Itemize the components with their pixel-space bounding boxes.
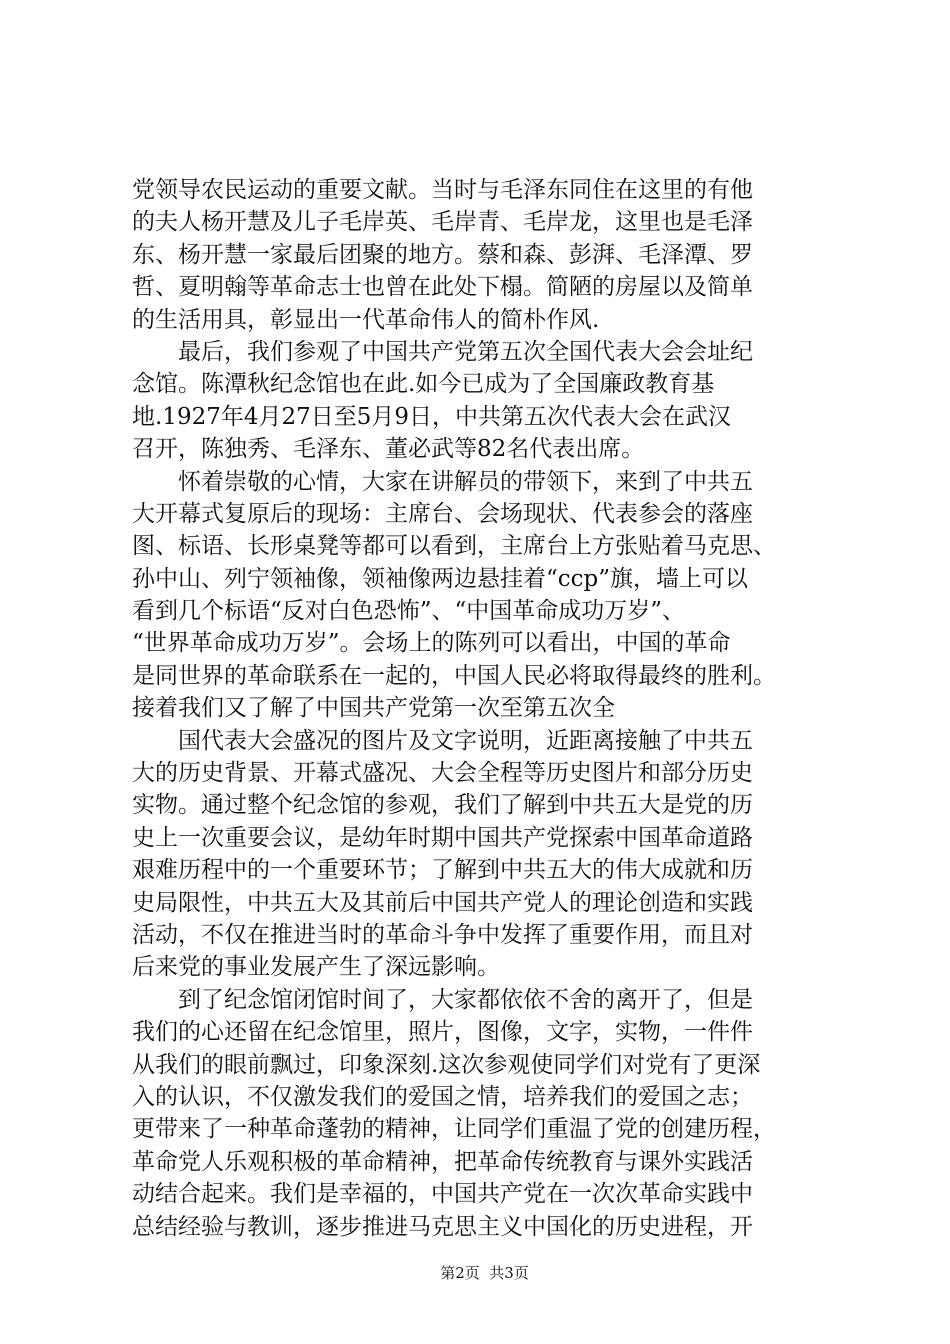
text-line: 看到几个标语“反对白色恐怖”、“中国革命成功万岁”、 <box>132 598 686 625</box>
text-line: 召开，陈独秀、毛泽东、董必武等82名代表出席。 <box>132 436 645 463</box>
text-line: 艰难历程中的一个重要环节；了解到中共五大的伟大成就和历 <box>132 857 753 884</box>
text-line: 我们的心还留在纪念馆里，照片，图像，文字，实物，一件件 <box>132 1019 753 1046</box>
text-line: 东、杨开慧一家最后团聚的地方。蔡和森、彭湃、毛泽潭、罗 <box>132 241 753 268</box>
text-line: 实物。通过整个纪念馆的参观，我们了解到中共五大是党的历 <box>132 792 753 819</box>
text-line: 地.1927年4月27日至5月9日，中共第五次代表大会在武汉 <box>132 403 732 430</box>
text-line: 最后，我们参观了中国共产党第五次全国代表大会会址纪 <box>132 338 753 365</box>
text-line: 入的认识，不仅激发我们的爱国之情，培养我们的爱国之志； <box>132 1083 753 1110</box>
body-text <box>132 174 832 1243</box>
text-line: 接着我们又了解了中国共产党第一次至第五次全 <box>132 695 615 722</box>
text-line: 孙中山、列宁领袖像，领袖像两边悬挂着“ccp”旗，墙上可以 <box>132 565 749 592</box>
text-line: 革命党人乐观积极的革命精神，把革命传统教育与课外实践活 <box>132 1148 753 1175</box>
text-line: 图、标语、长形桌凳等都可以看到，主席台上方张贴着马克思、 <box>132 533 776 560</box>
text-line: 的生活用具，彰显出一代革命伟人的简朴作风. <box>132 306 600 333</box>
text-line: 史上一次重要会议，是幼年时期中国共产党探索中国革命道路 <box>132 824 753 851</box>
text-line: 到了纪念馆闭馆时间了，大家都依依不舍的离开了，但是 <box>132 986 753 1013</box>
text-line: 后来党的事业发展产生了深远影响。 <box>132 954 500 981</box>
text-line: 动结合起来。我们是幸福的，中国共产党在一次次革命实践中 <box>132 1181 753 1208</box>
text-line: 念馆。陈潭秋纪念馆也在此.如今已成为了全国廉政教育基 <box>132 371 715 398</box>
page-footer <box>0 1243 950 1303</box>
text-line: 党领导农民运动的重要文献。当时与毛泽东同住在这里的有他 <box>132 177 753 203</box>
text-line: 是同世界的革命联系在一起的，中国人民必将取得最终的胜利。 <box>132 662 776 689</box>
text-line: 总结经验与教训，逐步推进马克思主义中国化的历史进程，开 <box>132 1213 753 1240</box>
page-number: 第2页 共3页 <box>440 1264 529 1282</box>
text-line: 大的历史背景、开幕式盛况、大会全程等历史图片和部分历史 <box>132 760 753 787</box>
text-line: 的夫人杨开慧及儿子毛岸英、毛岸青、毛岸龙，这里也是毛泽 <box>132 209 753 236</box>
text-line: 国代表大会盛况的图片及文字说明，近距离接触了中共五 <box>132 727 753 754</box>
text-line: 大开幕式复原后的现场：主席台、会场现状、代表参会的落座 <box>132 500 753 527</box>
text-line: 怀着崇敬的心情，大家在讲解员的带领下，来到了中共五 <box>132 468 753 495</box>
text-line: 更带来了一种革命蓬勃的精神，让同学们重温了党的创建历程， <box>132 1116 776 1143</box>
text-line: 活动，不仅在推进当时的革命斗争中发挥了重要作用，而且对 <box>132 921 753 948</box>
text-line: 哲、夏明翰等革命志士也曾在此处下榻。简陋的房屋以及简单 <box>132 274 753 301</box>
text-line: “世界革命成功万岁”。会场上的陈列可以看出，中国的革命 <box>132 630 731 657</box>
text-line: 从我们的眼前飘过，印象深刻.这次参观使同学们对党有了更深 <box>132 1051 761 1078</box>
text-line: 史局限性，中共五大及其前后中国共产党人的理论创造和实践 <box>132 889 753 916</box>
